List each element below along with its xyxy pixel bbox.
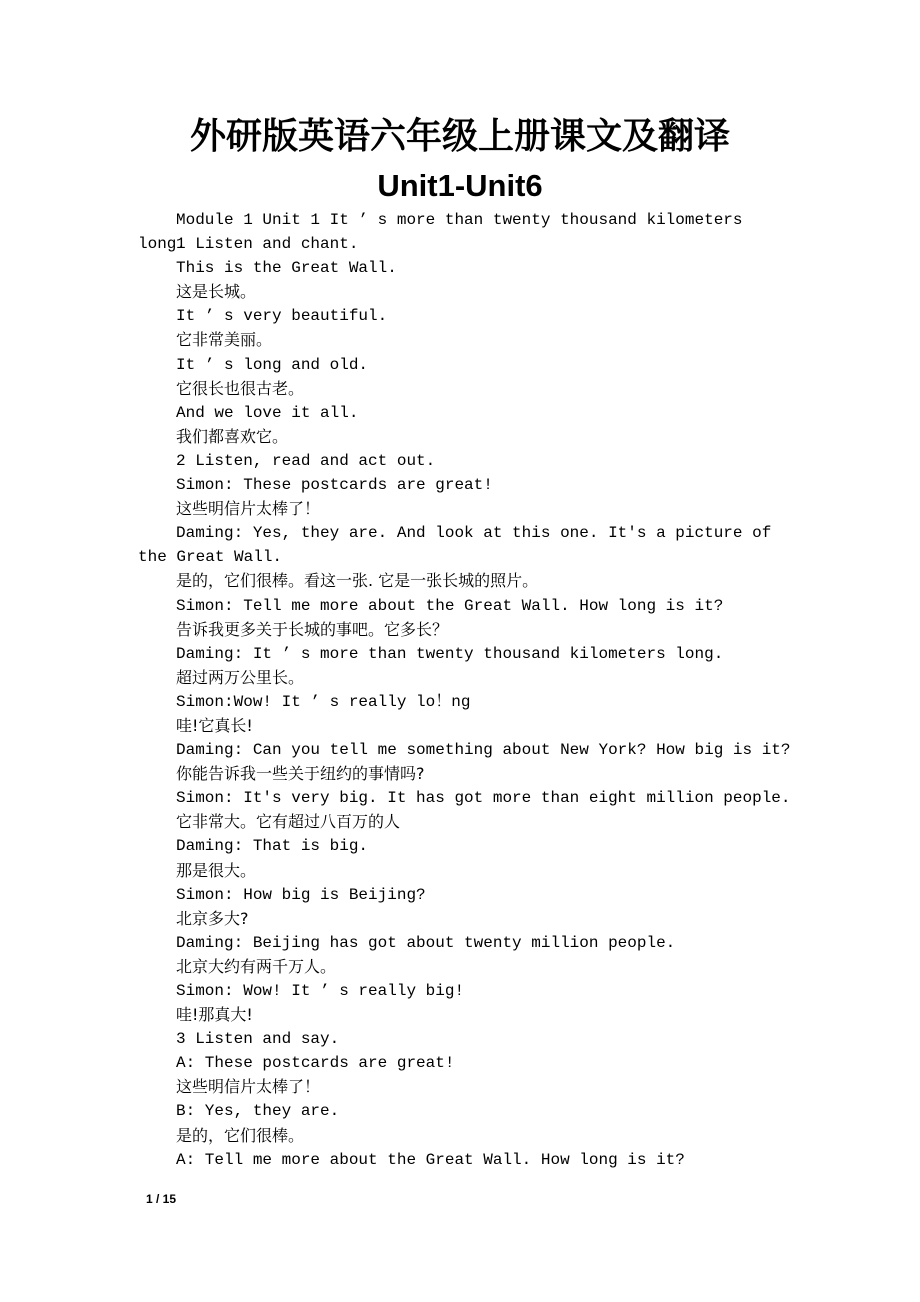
translation-line: 哇!那真大! <box>176 1005 253 1025</box>
translation-line: 北京多大? <box>176 908 249 928</box>
translation-line: 告诉我更多关于长城的事吧。它多长？ <box>176 619 449 639</box>
text-line: 2 Listen, read and act out. <box>176 451 436 470</box>
text-line: Simon: Tell me more about the Great Wall. How long is it? <box>176 596 724 615</box>
translation-line: 北京大约有两千万人。 <box>176 956 337 976</box>
text-line: Simon: Wow! It ’ s really big! <box>176 982 465 1000</box>
text-line: 1 Listen and chant. <box>176 235 359 254</box>
translation-line: 是的，它们很棒。 <box>176 1125 305 1145</box>
text-line: Daming: It ’ s more than twenty thousand kilometers long. <box>176 644 724 663</box>
text-line: B: Yes, they are. <box>176 1102 340 1121</box>
text-line-wrapped: Daming: Yes, they are. And look at this one. It's a picture of the Great Wall. <box>138 524 781 567</box>
text-line: A: Tell me more about the Great Wall. How long is it? <box>176 1150 685 1169</box>
translation-line: 这些明信片太棒了！ <box>176 1077 321 1097</box>
text-line: Daming: Beijing has got about twenty million people. <box>176 933 676 952</box>
translation-line: 它非常美丽。 <box>176 330 273 350</box>
document-body <box>138 208 798 1172</box>
text-line: It ’ s long and old. <box>176 355 369 374</box>
translation-line: 超过两万公里长。 <box>176 667 305 687</box>
page-number: 1 / 15 <box>146 1192 177 1206</box>
text-line: This is the Great Wall. <box>176 259 397 278</box>
translation-line: 这是长城。 <box>176 282 257 302</box>
text-line: Daming: That is big. <box>176 837 369 856</box>
text-line: Simon: These postcards are great! <box>176 476 493 495</box>
translation-line: 那是很大。 <box>176 860 257 880</box>
document-title-chinese: 外研版英语六年级上册课文及翻译 <box>189 115 730 157</box>
text-line: Simon: It's very big. It has got more than eight million people. <box>176 789 791 808</box>
translation-line: 这些明信片太棒了！ <box>176 499 321 519</box>
text-line: Simon:Wow! It ’ s really lo！ng <box>176 692 471 711</box>
translation-line: 哇!它真长! <box>176 715 253 735</box>
text-line: And we love it all. <box>176 403 359 422</box>
text-line: Simon: How big is Beijing? <box>176 885 426 904</box>
text-line: A: These postcards are great! <box>176 1054 455 1073</box>
translation-line: 它非常大。它有超过八百万的人 <box>176 812 401 832</box>
text-line: It ’ s very beautiful. <box>176 307 388 326</box>
translation-line: 我们都喜欢它。 <box>176 426 289 446</box>
document-title-english: Unit1-Unit6 <box>377 168 543 203</box>
text-line: Daming: Can you tell me something about New York? How big is it? <box>176 741 791 760</box>
text-line: 3 Listen and say. <box>176 1030 340 1049</box>
text-line: Module 1 Unit 1 It ’ s more than twenty thousand kilometers long. <box>138 211 753 254</box>
translation-line: 它很长也很古老。 <box>176 378 305 398</box>
translation-line: 是的，它们很棒。看这一张. 它是一张长城的照片。 <box>176 571 539 591</box>
translation-line: 你能告诉我一些关于纽约的事情吗? <box>176 764 425 784</box>
